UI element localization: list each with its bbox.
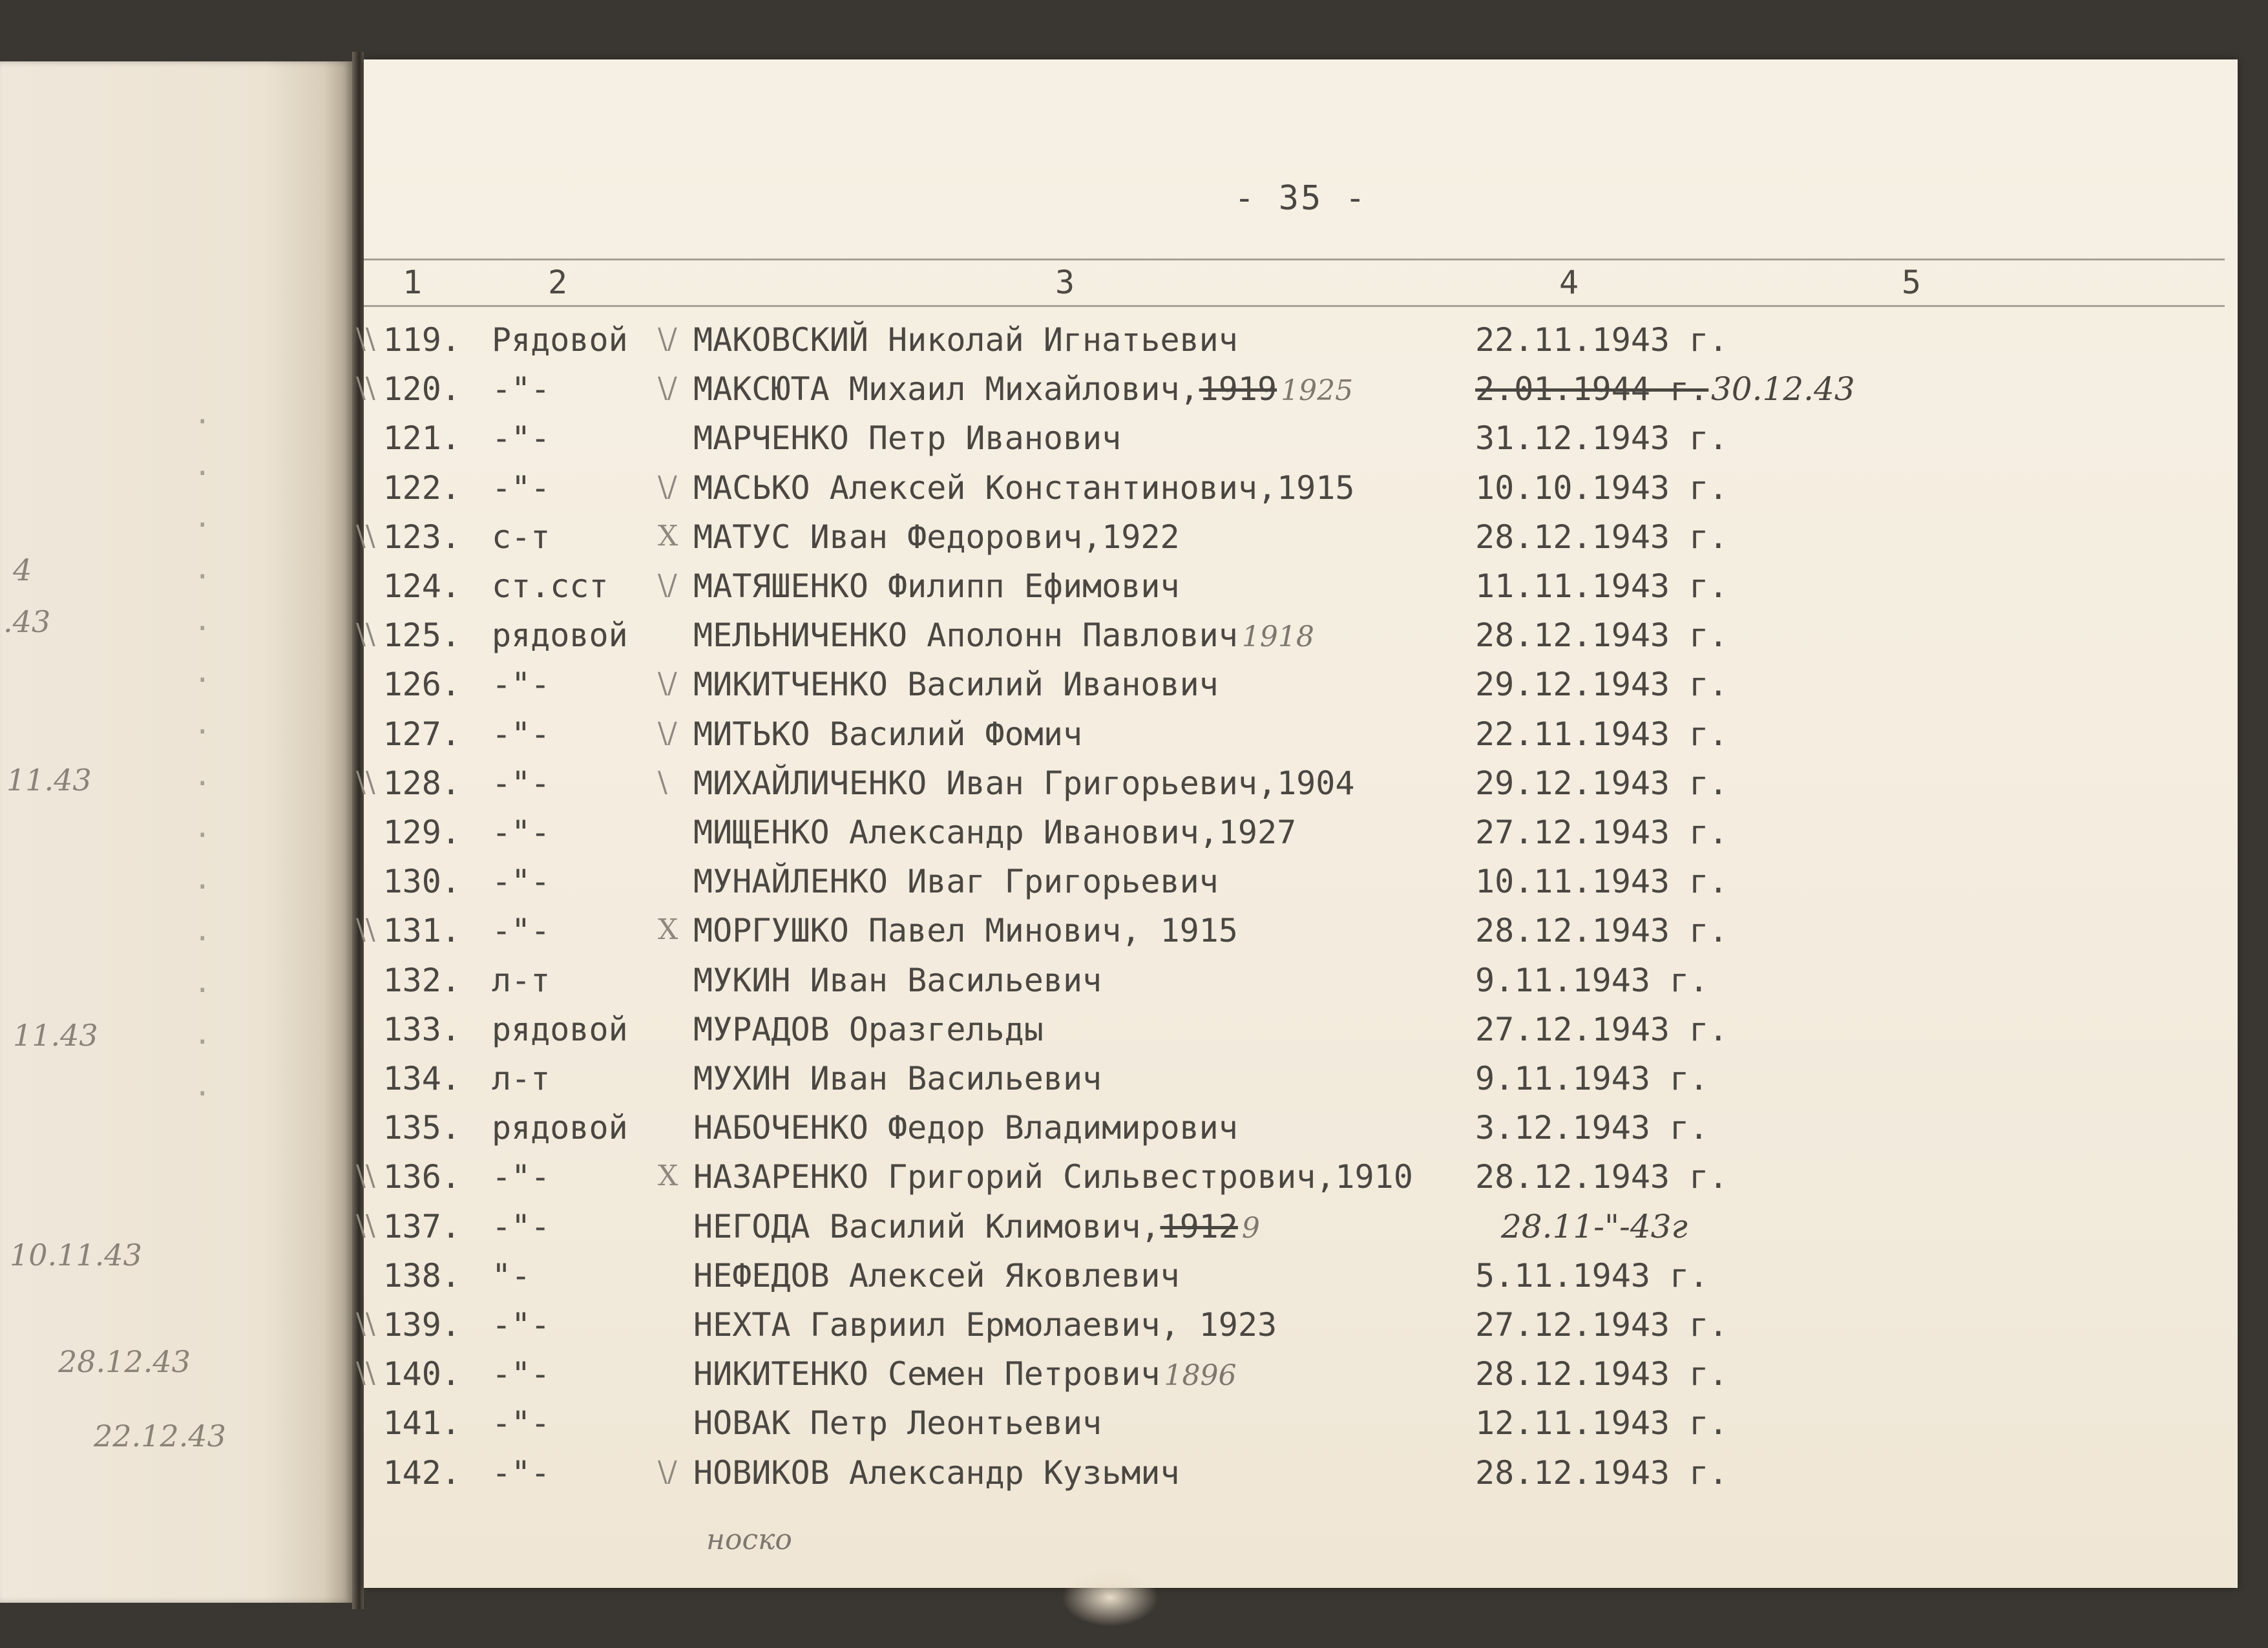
person-name-text: МИТЬКО Василий Фомич bbox=[693, 715, 1083, 753]
column-header-3: 3 bbox=[1055, 264, 1075, 301]
date-of-death: 5.11.1943 г. bbox=[1475, 1256, 1709, 1294]
margin-check-mark: \\ bbox=[356, 372, 375, 405]
margin-check-mark: \\ bbox=[356, 519, 375, 553]
military-rank: -"- bbox=[492, 1306, 551, 1344]
military-rank: -"- bbox=[492, 1453, 551, 1492]
military-rank: -"- bbox=[492, 863, 551, 901]
left-note-3: 11.43 bbox=[6, 763, 92, 798]
military-rank: рядовой bbox=[492, 1010, 628, 1048]
military-rank: ст.сст bbox=[492, 567, 609, 605]
register-row bbox=[364, 419, 2238, 469]
struck-birth-year: 1919 bbox=[1199, 370, 1277, 408]
left-dot: . bbox=[194, 501, 211, 534]
military-rank: -"- bbox=[492, 715, 551, 753]
date-of-death: 28.12.1943 г. bbox=[1475, 1355, 1728, 1393]
struck-birth-year: 1912 bbox=[1160, 1207, 1238, 1245]
register-row bbox=[364, 814, 2238, 863]
military-rank: -"- bbox=[492, 1158, 551, 1196]
row-number: 127. bbox=[383, 715, 461, 753]
register-row bbox=[364, 1060, 2238, 1109]
person-name-text: МУХИН Иван Васильевич bbox=[693, 1060, 1102, 1097]
row-number: 134. bbox=[383, 1060, 461, 1097]
verification-tick: \/ bbox=[658, 667, 677, 701]
person-name bbox=[693, 715, 1082, 753]
row-number: 125. bbox=[383, 617, 461, 655]
row-number: 132. bbox=[383, 961, 461, 999]
verification-tick: X bbox=[658, 1159, 678, 1193]
register-row bbox=[364, 1011, 2238, 1060]
left-dot: . bbox=[194, 863, 211, 896]
person-name-text: МИХАЙЛИЧЕНКО Иван Григорьевич,1904 bbox=[693, 764, 1355, 802]
person-name-text: МАТЯШЕНКО Филипп Ефимович bbox=[693, 567, 1180, 605]
register-row bbox=[356, 1158, 2238, 1207]
register-row bbox=[356, 1306, 2238, 1355]
person-name-text: МУРАДОВ Оразгельды bbox=[693, 1010, 1044, 1048]
left-dot: . bbox=[194, 708, 211, 741]
military-rank: -"- bbox=[492, 370, 551, 408]
person-name-text: МИКИТЧЕНКО Василий Иванович bbox=[693, 666, 1219, 704]
register-row bbox=[364, 1109, 2238, 1158]
military-rank: -"- bbox=[492, 419, 551, 458]
register-row bbox=[356, 518, 2238, 567]
person-name bbox=[693, 321, 1238, 359]
military-rank: л-т bbox=[492, 961, 551, 999]
person-name-text: НОВАК Петр Леонтьевич bbox=[693, 1404, 1102, 1442]
row-number: 123. bbox=[383, 518, 461, 556]
military-rank: рядовой bbox=[492, 617, 628, 655]
row-number: 124. bbox=[383, 567, 461, 605]
verification-tick: \/ bbox=[658, 716, 677, 750]
page-number: - 35 - bbox=[1234, 179, 1367, 218]
date-of-death: 10.10.1943 г. bbox=[1475, 469, 1728, 507]
date-of-death: 10.11.1943 г. bbox=[1475, 863, 1728, 901]
date-of-death: 28.12.1943 г. bbox=[1475, 518, 1728, 556]
margin-check-mark: \\ bbox=[356, 1307, 375, 1340]
military-rank: -"- bbox=[492, 912, 551, 950]
register-row bbox=[364, 863, 2238, 912]
person-name-text: МАКОВСКИЙ Николай Игнатьевич bbox=[693, 321, 1238, 359]
margin-check-mark: \\ bbox=[356, 765, 375, 799]
date-of-death: 28.12.1943 г. bbox=[1475, 912, 1728, 950]
date-of-death: 22.11.1943 г. bbox=[1475, 715, 1728, 753]
person-name bbox=[693, 765, 1355, 802]
date-of-death: 2.01.1944 г. bbox=[1475, 370, 1709, 408]
person-name bbox=[693, 814, 1296, 851]
register-row bbox=[364, 469, 2238, 518]
date-of-death: 31.12.1943 г. bbox=[1475, 419, 1728, 458]
person-name-text: МУКИН Иван Васильевич bbox=[693, 961, 1102, 999]
person-name-text: МАРЧЕНКО Петр Иванович bbox=[693, 419, 1122, 458]
person-name bbox=[693, 1257, 1180, 1294]
person-name bbox=[693, 666, 1219, 703]
person-name-text: НОВИКОВ Александр Кузьмич bbox=[693, 1453, 1180, 1492]
margin-check-mark: \\ bbox=[356, 1159, 375, 1193]
margin-check-mark: \\ bbox=[356, 322, 375, 355]
row-number: 120. bbox=[383, 370, 461, 408]
left-dot: . bbox=[194, 759, 211, 792]
register-row bbox=[356, 617, 2238, 666]
date-of-death: 29.12.1943 г. bbox=[1475, 764, 1728, 802]
row-number: 129. bbox=[383, 814, 461, 851]
person-name bbox=[693, 1060, 1102, 1097]
register-row bbox=[356, 764, 2238, 814]
margin-check-mark: \\ bbox=[356, 913, 375, 947]
verification-tick: X bbox=[658, 519, 678, 553]
person-name bbox=[693, 518, 1180, 556]
military-rank: "- bbox=[492, 1256, 531, 1294]
military-rank: -"- bbox=[492, 1207, 551, 1245]
register-page bbox=[356, 59, 2238, 1588]
date-of-death: 28.12.1943 г. bbox=[1475, 1158, 1728, 1196]
person-name-text: НЕГОДА Василий Климович, bbox=[693, 1207, 1160, 1245]
verification-tick: \/ bbox=[658, 1455, 677, 1488]
person-name bbox=[693, 617, 1314, 654]
row-number: 137. bbox=[383, 1207, 461, 1245]
verification-tick: \/ bbox=[658, 470, 677, 503]
row-number: 131. bbox=[383, 912, 461, 950]
date-of-death: 3.12.1943 г. bbox=[1475, 1109, 1709, 1147]
register-row bbox=[364, 567, 2238, 617]
register-row bbox=[356, 912, 2238, 961]
left-page-fragment bbox=[0, 61, 352, 1603]
row-number: 128. bbox=[383, 764, 461, 802]
row-number: 121. bbox=[383, 419, 461, 458]
handwritten-note-below: носко bbox=[706, 1523, 792, 1556]
person-name bbox=[693, 863, 1219, 900]
left-dot: . bbox=[194, 811, 211, 844]
person-name bbox=[693, 962, 1102, 999]
left-dot: . bbox=[194, 656, 211, 689]
person-name bbox=[693, 1011, 1044, 1048]
register-row bbox=[364, 666, 2238, 715]
left-dot: . bbox=[194, 966, 211, 999]
date-of-death: 27.12.1943 г. bbox=[1475, 814, 1728, 851]
military-rank: -"- bbox=[492, 764, 551, 802]
person-name bbox=[693, 1208, 1260, 1245]
handwritten-date-correction: 28.11-"-43г bbox=[1501, 1207, 1688, 1245]
handwritten-date-correction: 30.12.43 bbox=[1711, 370, 1855, 408]
column-header-2: 2 bbox=[548, 264, 568, 301]
register-row bbox=[364, 1454, 2238, 1503]
handwritten-birth-year: 1896 bbox=[1164, 1359, 1237, 1393]
row-number: 133. bbox=[383, 1010, 461, 1048]
person-name-text: НИКИТЕНКО Семен Петрович bbox=[693, 1355, 1160, 1393]
date-of-death: 9.11.1943 г. bbox=[1475, 961, 1709, 999]
left-dot: . bbox=[194, 1070, 211, 1103]
date-of-death: 22.11.1943 г. bbox=[1475, 321, 1728, 359]
person-name-text: МАТУС Иван Федорович,1922 bbox=[693, 518, 1180, 556]
column-header-5: 5 bbox=[1902, 264, 1922, 301]
military-rank: -"- bbox=[492, 1404, 551, 1442]
verification-tick: \ bbox=[658, 765, 667, 799]
left-dot: . bbox=[194, 449, 211, 482]
military-rank: -"- bbox=[492, 814, 551, 851]
date-of-death: 27.12.1943 г. bbox=[1475, 1306, 1728, 1344]
row-number: 142. bbox=[383, 1453, 461, 1492]
military-rank: -"- bbox=[492, 1355, 551, 1393]
person-name bbox=[693, 469, 1355, 507]
military-rank: Рядовой bbox=[492, 321, 628, 359]
row-number: 135. bbox=[383, 1109, 461, 1147]
row-number: 140. bbox=[383, 1355, 461, 1393]
row-number: 141. bbox=[383, 1404, 461, 1442]
register-row bbox=[364, 962, 2238, 1011]
left-note-1: 4 bbox=[13, 553, 32, 587]
person-name-text: НАЗАРЕНКО Григорий Сильвестрович,1910 bbox=[693, 1158, 1413, 1196]
row-number: 126. bbox=[383, 666, 461, 704]
person-name-text: НАБОЧЕНКО Федор Владимирович bbox=[693, 1109, 1238, 1147]
date-of-death: 11.11.1943 г. bbox=[1475, 567, 1728, 605]
person-name-text: МАСЬКО Алексей Константинович,1915 bbox=[693, 469, 1355, 507]
verification-tick: X bbox=[658, 913, 678, 947]
date-of-death: 28.12.1943 г. bbox=[1475, 617, 1728, 655]
person-name bbox=[693, 912, 1238, 949]
handwritten-birth-year: 1918 bbox=[1241, 620, 1314, 654]
verification-tick: \/ bbox=[658, 322, 677, 355]
register-row bbox=[364, 1404, 2238, 1453]
military-rank: рядовой bbox=[492, 1109, 628, 1147]
register-row bbox=[364, 1257, 2238, 1306]
military-rank: -"- bbox=[492, 469, 551, 507]
header-rule-top bbox=[364, 259, 2225, 260]
row-number: 122. bbox=[383, 469, 461, 507]
person-name-text: МУНАЙЛЕНКО Иваг Григорьевич bbox=[693, 863, 1219, 901]
verification-tick: \/ bbox=[658, 372, 677, 405]
military-rank: с-т bbox=[492, 518, 551, 556]
left-dot: . bbox=[194, 397, 211, 430]
person-name-text: МИЩЕНКО Александр Иванович,1927 bbox=[693, 814, 1297, 851]
register-row bbox=[364, 715, 2238, 765]
left-note-4: 11.43 bbox=[13, 1018, 98, 1053]
margin-check-mark: \\ bbox=[356, 618, 375, 651]
person-name bbox=[693, 1158, 1413, 1196]
handwritten-birth-year: 1925 bbox=[1281, 374, 1354, 408]
date-of-death: 27.12.1943 г. bbox=[1475, 1010, 1728, 1048]
person-name-text: МОРГУШКО Павел Минович, 1915 bbox=[693, 912, 1238, 950]
left-note-2: .43 bbox=[3, 604, 51, 639]
person-name bbox=[693, 1109, 1238, 1146]
row-number: 138. bbox=[383, 1256, 461, 1294]
row-number: 119. bbox=[383, 321, 461, 359]
row-number: 136. bbox=[383, 1158, 461, 1196]
person-name bbox=[693, 567, 1180, 605]
paper-stain bbox=[1062, 1569, 1159, 1627]
person-name bbox=[693, 1404, 1102, 1442]
margin-check-mark: \\ bbox=[356, 1209, 375, 1242]
left-note-6: 28.12.43 bbox=[58, 1344, 191, 1379]
person-name-text: МАКСЮТА Михаил Михайлович, bbox=[693, 370, 1199, 408]
person-name bbox=[693, 1454, 1180, 1492]
row-number: 130. bbox=[383, 863, 461, 901]
person-name bbox=[693, 1355, 1236, 1393]
person-name-text: НЕХТА Гавриил Ермолаевич, 1923 bbox=[693, 1306, 1277, 1344]
person-name-text: НЕФЕДОВ Алексей Яковлевич bbox=[693, 1256, 1180, 1294]
register-row bbox=[356, 370, 2238, 419]
left-dot: . bbox=[194, 1018, 211, 1051]
military-rank: -"- bbox=[492, 666, 551, 704]
left-note-5: 10.11.43 bbox=[10, 1238, 142, 1273]
person-name-text: МЕЛЬНИЧЕНКО Аполонн Павлович bbox=[693, 617, 1238, 655]
date-of-death: 12.11.1943 г. bbox=[1475, 1404, 1728, 1442]
date-of-death: 28.12.1943 г. bbox=[1475, 1453, 1728, 1492]
margin-check-mark: \\ bbox=[356, 1357, 375, 1390]
date-of-death: 9.11.1943 г. bbox=[1475, 1060, 1709, 1097]
left-dot: . bbox=[194, 914, 211, 947]
register-row bbox=[356, 1207, 2238, 1257]
handwritten-birth-year: 9 bbox=[1241, 1211, 1260, 1245]
register-row bbox=[356, 1355, 2238, 1404]
person-name bbox=[693, 419, 1121, 457]
left-dot: . bbox=[194, 553, 211, 586]
left-dot: . bbox=[194, 604, 211, 637]
column-header-1: 1 bbox=[403, 264, 423, 301]
register-row bbox=[356, 321, 2238, 370]
header-rule-bottom bbox=[364, 305, 2225, 307]
verification-tick: \/ bbox=[658, 569, 677, 602]
person-name bbox=[693, 1306, 1277, 1344]
date-of-death: 29.12.1943 г. bbox=[1475, 666, 1728, 704]
left-note-7: 22.12.43 bbox=[94, 1419, 226, 1453]
row-number: 139. bbox=[383, 1306, 461, 1344]
person-name bbox=[693, 370, 1353, 408]
military-rank: л-т bbox=[492, 1060, 551, 1097]
column-header-4: 4 bbox=[1559, 264, 1579, 301]
